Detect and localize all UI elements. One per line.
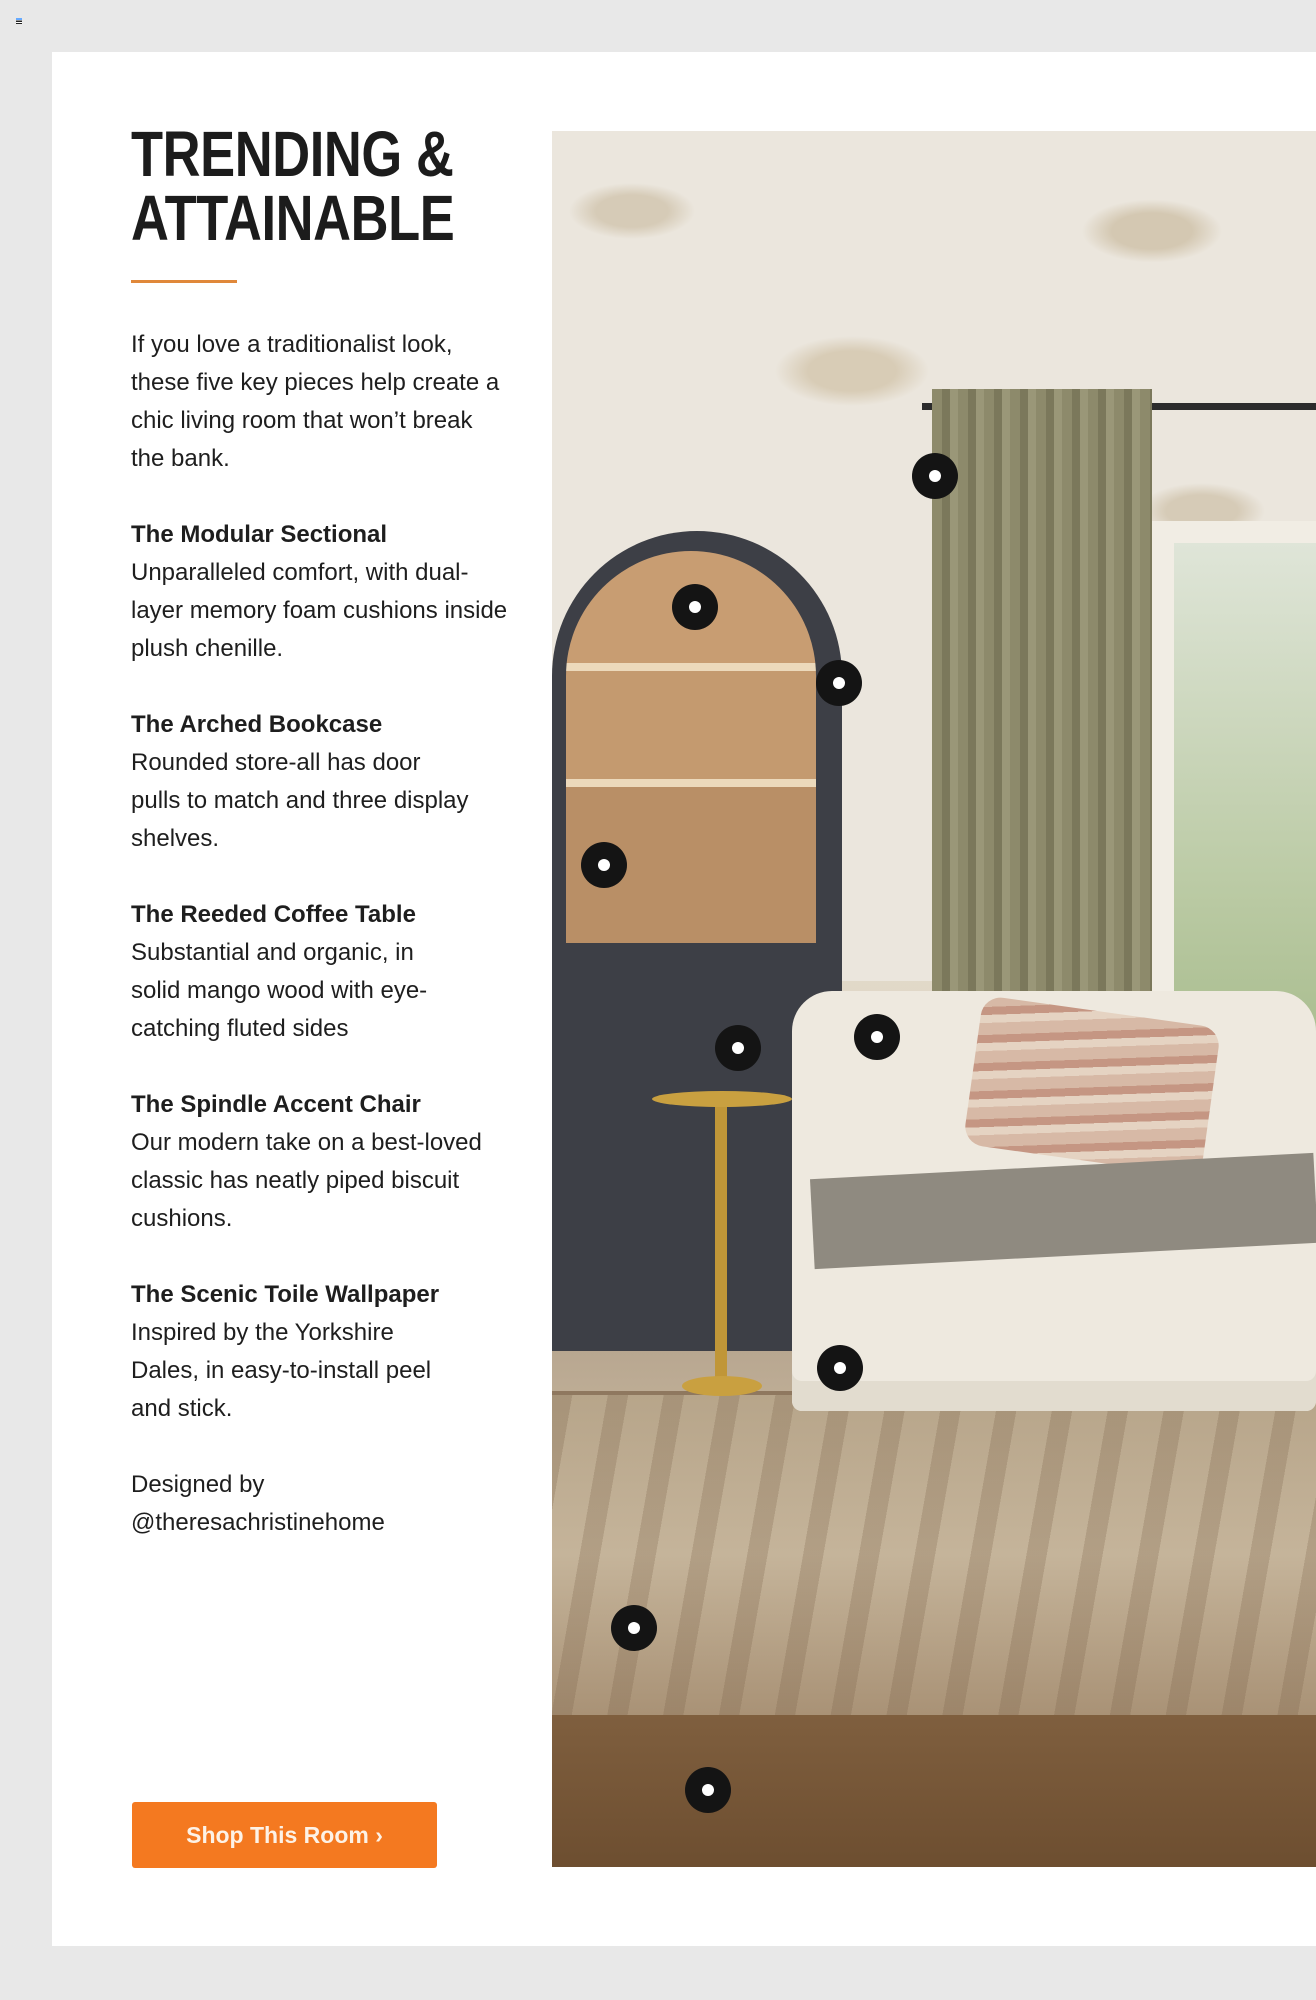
item-coffee-table [131,896,456,1048]
side-table-leg [715,1101,727,1391]
title-line-2: ATTAINABLE [131,182,455,254]
item-text: Inspired by the Yorkshire Dales, in easy-to-install peel and stick. [131,1319,432,1422]
item-text: Our modern take on a best-loved classic has neatly piped biscuit cushions. [131,1129,482,1232]
credit-label: Designed by [131,1471,265,1498]
accent-divider [131,280,237,283]
hotspot-curtain[interactable] [912,453,958,499]
hotspot-decor[interactable] [581,842,627,888]
page-title [131,118,455,254]
hotspot-pillow[interactable] [854,1014,900,1060]
item-heading: The Scenic Toile Wallpaper [131,1281,440,1308]
item-heading: The Arched Bookcase [131,711,383,738]
item-wallpaper [131,1276,441,1428]
hotspot-bowl[interactable] [715,1025,761,1071]
page-marker-icon [16,18,22,24]
item-sectional [131,516,511,668]
item-heading: The Reeded Coffee Table [131,901,416,928]
hotspot-bookcase[interactable] [816,660,862,706]
area-rug [552,1391,1316,1715]
designer-credit [131,1466,531,1542]
hotspot-rug[interactable] [611,1605,657,1651]
side-table-base [682,1376,762,1396]
item-accent-chair [131,1086,486,1238]
hotspot-sectional[interactable] [817,1345,863,1391]
credit-handle: @theresachristinehome [131,1509,385,1536]
item-text: Substantial and organic, in solid mango wood with eye-catching fluted sides [131,939,428,1042]
hotspot-floor[interactable] [685,1767,731,1813]
hotspot-vase[interactable] [672,584,718,630]
item-bookcase [131,706,471,858]
side-table-top [652,1091,792,1107]
shop-this-room-button[interactable]: Shop This Room › [132,1802,437,1868]
item-heading: The Spindle Accent Chair [131,1091,421,1118]
article-copy [131,326,531,1580]
intro-text: If you love a traditionalist look, these five key pieces help create a chic living room that won’t break the bank. [131,331,500,472]
item-text: Unparalleled comfort, with dual-layer memory foam cushions inside plush chenille. [131,559,508,662]
item-heading: The Modular Sectional [131,521,388,548]
room-photo [552,131,1316,1867]
title-line-1: TRENDING & [131,118,454,190]
item-text: Rounded store-all has door pulls to match and three display shelves. [131,749,469,852]
